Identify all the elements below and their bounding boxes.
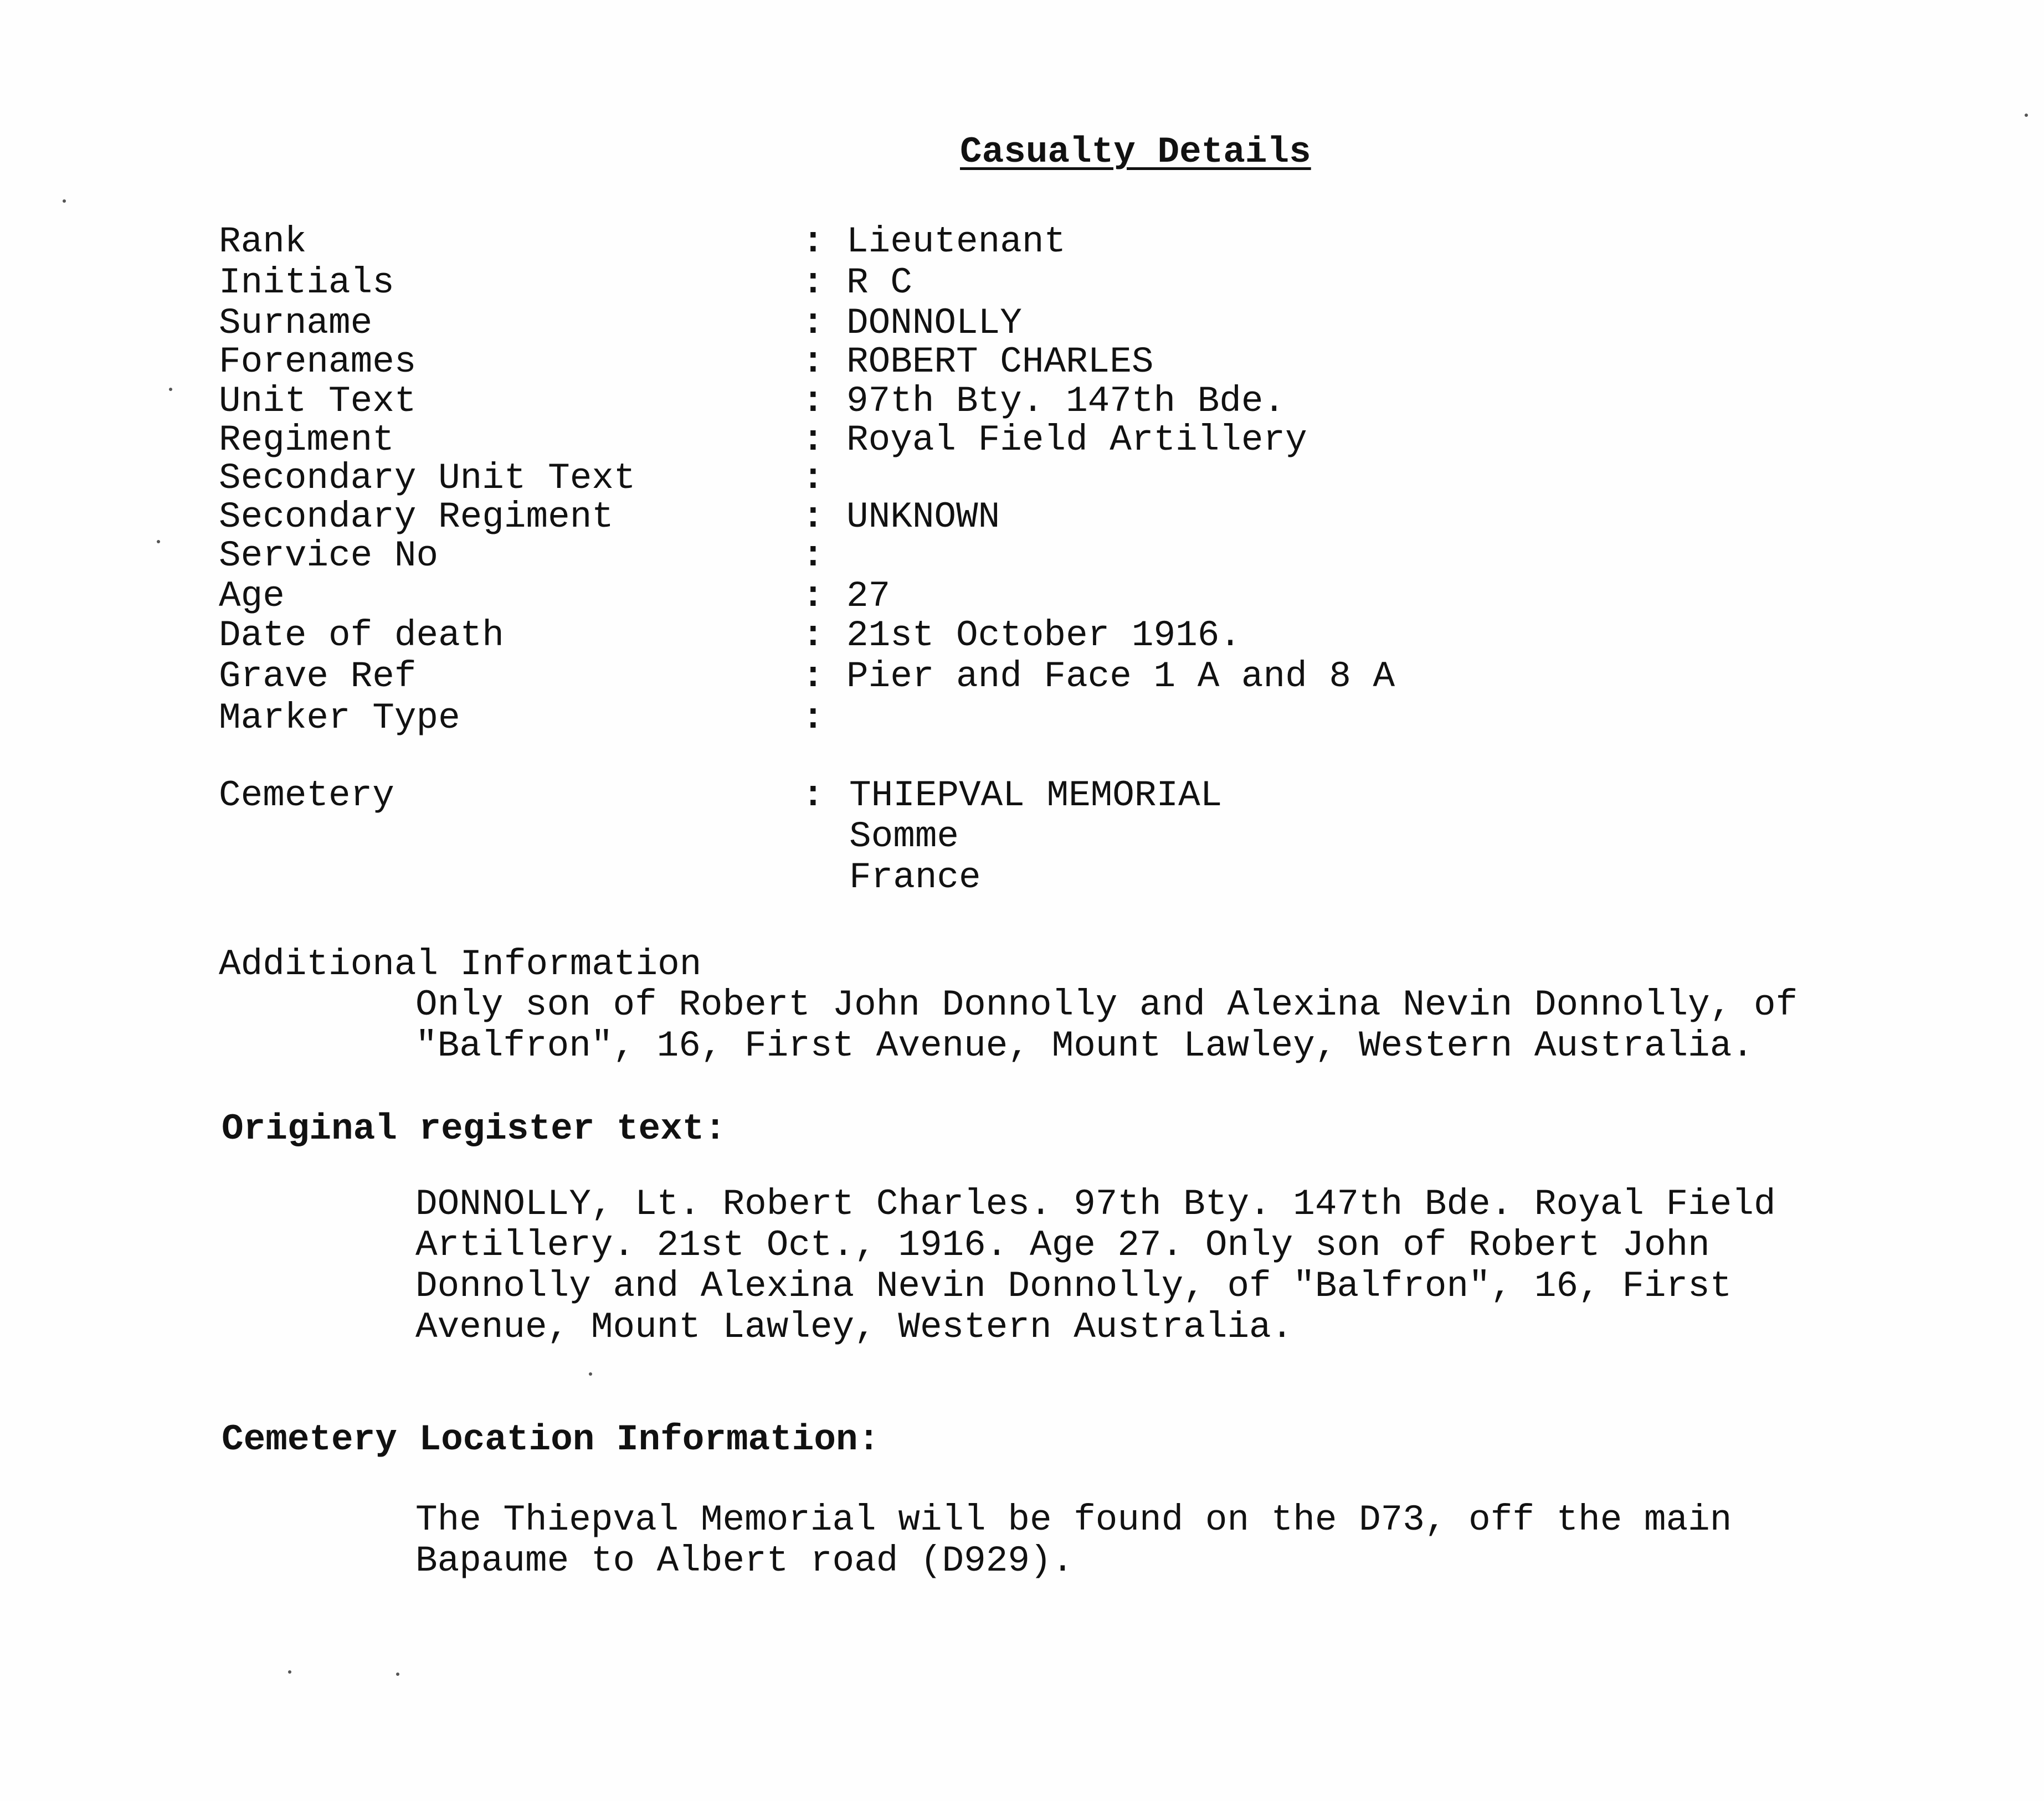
field-separator: :: [802, 775, 824, 816]
text-line: Only son of Robert John Donnolly and Alexina Nevin Donnolly, of: [415, 984, 1798, 1026]
text-line: Avenue, Mount Lawley, Western Australia.: [415, 1306, 1293, 1348]
field-label: Age: [219, 575, 285, 617]
field-row-initials: [0, 263, 2044, 303]
field-row-surname: [0, 303, 2044, 344]
field-separator: :: [802, 341, 824, 383]
field-value: 97th Bty. 147th Bde.: [846, 380, 1286, 422]
field-value: DONNOLLY: [846, 302, 1022, 344]
scan-speck: [2025, 114, 2028, 117]
field-row-grave-ref: [0, 656, 2044, 697]
field-label: Rank: [219, 221, 307, 263]
field-label: Surname: [219, 302, 373, 344]
original-register-text: [415, 1184, 1944, 1348]
field-row-regiment: [0, 420, 2044, 461]
field-row-age: [0, 576, 2044, 617]
field-row-secondary-regiment: [0, 497, 2044, 538]
field-separator: :: [802, 262, 824, 303]
field-label: Grave Ref: [219, 656, 417, 697]
cemetery-line: France: [849, 857, 981, 898]
field-value: R C: [846, 262, 912, 303]
field-separator: :: [802, 302, 824, 344]
scan-speck: [169, 388, 172, 391]
field-row-secondary-unit-text: [0, 458, 2044, 499]
field-separator: :: [802, 575, 824, 617]
page-title: Casualty Details: [960, 131, 1311, 173]
scan-speck: [157, 540, 160, 543]
field-separator: :: [802, 221, 824, 263]
field-label: Unit Text: [219, 380, 417, 422]
field-separator: :: [802, 419, 824, 461]
cemetery-line: THIEPVAL MEMORIAL: [849, 775, 1223, 816]
scan-speck: [288, 1670, 291, 1674]
cemetery-value: [849, 775, 1222, 898]
field-row-service-no: [0, 536, 2044, 577]
cemetery-location-heading: Cemetery Location Information:: [222, 1419, 880, 1460]
field-separator: :: [802, 615, 824, 656]
scan-speck: [396, 1673, 399, 1676]
field-separator: :: [802, 457, 824, 499]
field-row-forenames: [0, 342, 2044, 383]
field-label: Service No: [219, 535, 439, 577]
field-value: UNKNOWN: [846, 496, 1000, 538]
field-row-unit-text: [0, 381, 2044, 422]
field-row-marker-type: [0, 698, 2044, 739]
field-label: Forenames: [219, 341, 417, 383]
additional-information-text: [415, 985, 1944, 1067]
text-line: Donnolly and Alexina Nevin Donnolly, of "Balfron", 16, First: [415, 1265, 1732, 1307]
field-value: Royal Field Artillery: [846, 419, 1307, 461]
original-register-heading: Original register text:: [222, 1108, 726, 1150]
field-label: Secondary Unit Text: [219, 457, 636, 499]
field-label: Initials: [219, 262, 394, 303]
text-line: Bapaume to Albert road (D929).: [415, 1540, 1074, 1582]
scan-speck: [589, 1372, 592, 1376]
scan-speck: [63, 199, 66, 203]
field-value: ROBERT CHARLES: [846, 341, 1154, 383]
text-line: The Thiepval Memorial will be found on the D73, off the main: [415, 1499, 1732, 1541]
text-line: Artillery. 21st Oct., 1916. Age 27. Only son of Robert John: [415, 1224, 1710, 1266]
field-separator: :: [802, 535, 824, 577]
field-row-date-of-death: [0, 615, 2044, 656]
field-label: Secondary Regiment: [219, 496, 614, 538]
cemetery-line: Somme: [849, 816, 959, 857]
field-value: Lieutenant: [846, 221, 1066, 263]
field-value: 21st October 1916.: [846, 615, 1241, 656]
text-line: DONNOLLY, Lt. Robert Charles. 97th Bty. 147th Bde. Royal Field: [415, 1183, 1776, 1225]
text-line: "Balfron", 16, First Avenue, Mount Lawley, Western Australia.: [415, 1025, 1754, 1067]
cemetery-location-text: [415, 1500, 1944, 1582]
field-value: 27: [846, 575, 891, 617]
cemetery-block: [0, 775, 2044, 908]
field-value: Pier and Face 1 A and 8 A: [846, 656, 1395, 697]
cemetery-label: Cemetery: [219, 775, 394, 816]
field-separator: :: [802, 496, 824, 538]
field-separator: :: [802, 656, 824, 697]
field-label: Regiment: [219, 419, 394, 461]
field-label: Marker Type: [219, 697, 460, 739]
field-row-rank: [0, 222, 2044, 263]
field-label: Date of death: [219, 615, 504, 656]
field-separator: :: [802, 380, 824, 422]
field-separator: :: [802, 697, 824, 739]
additional-information-heading: Additional Information: [219, 944, 702, 985]
